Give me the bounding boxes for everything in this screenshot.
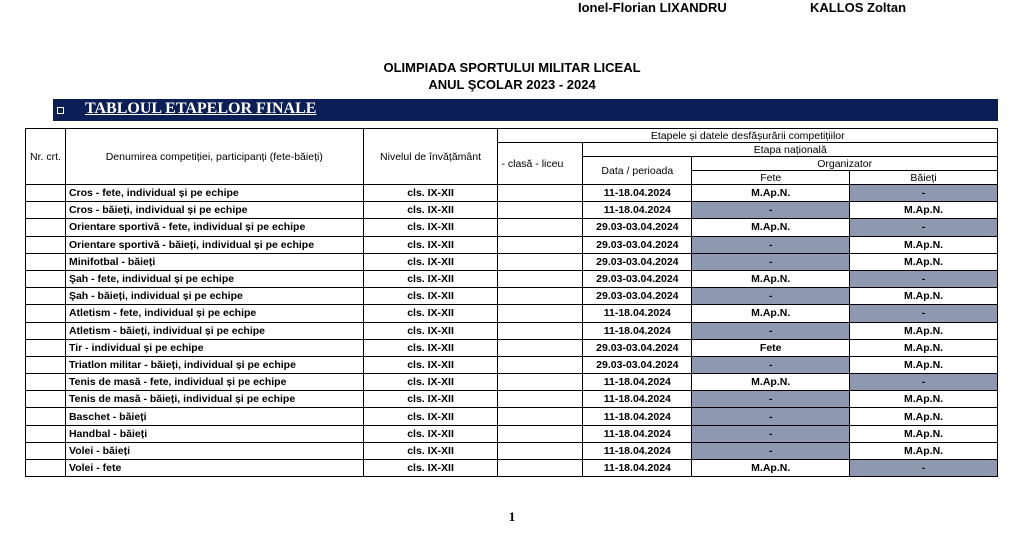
signature-name-1: Ionel-Florian LIXANDRU xyxy=(578,0,727,15)
header-clasa: - clasă - liceu xyxy=(498,143,583,185)
date: 11-18.04.2024 xyxy=(583,460,692,477)
nr xyxy=(26,425,66,442)
organizer-fete: - xyxy=(692,408,850,425)
level: cls. IX-XII xyxy=(363,305,498,322)
organizer-baieti: - xyxy=(850,305,998,322)
competition-name: Tenis de masă - fete, individual și pe echipe xyxy=(65,374,363,391)
table-row xyxy=(26,185,998,202)
date: 11-18.04.2024 xyxy=(583,322,692,339)
organizer-fete: - xyxy=(692,356,850,373)
organizer-fete: - xyxy=(692,288,850,305)
clasa xyxy=(498,460,583,477)
nr xyxy=(26,322,66,339)
competition-name: Cros - fete, individual și pe echipe xyxy=(65,185,363,202)
level: cls. IX-XII xyxy=(363,185,498,202)
clasa xyxy=(498,202,583,219)
clasa xyxy=(498,391,583,408)
organizer-fete: - xyxy=(692,236,850,253)
organizer-baieti: - xyxy=(850,219,998,236)
competition-name: Volei - fete xyxy=(65,460,363,477)
date: 29.03-03.04.2024 xyxy=(583,288,692,305)
level: cls. IX-XII xyxy=(363,442,498,459)
clasa xyxy=(498,339,583,356)
nr xyxy=(26,253,66,270)
header-baieti: Băieți xyxy=(850,171,998,185)
organizer-baieti: M.Ap.N. xyxy=(850,339,998,356)
level: cls. IX-XII xyxy=(363,460,498,477)
nr xyxy=(26,339,66,356)
organizer-fete: M.Ap.N. xyxy=(692,185,850,202)
organizer-baieti: - xyxy=(850,185,998,202)
level: cls. IX-XII xyxy=(363,374,498,391)
header-nr: Nr. crt. xyxy=(26,129,66,185)
date: 29.03-03.04.2024 xyxy=(583,270,692,287)
clasa xyxy=(498,219,583,236)
competition-name: Tenis de masă - băieți, individual și pe echipe xyxy=(65,391,363,408)
date: 11-18.04.2024 xyxy=(583,408,692,425)
competition-name: Handbal - băieți xyxy=(65,425,363,442)
organizer-fete: M.Ap.N. xyxy=(692,305,850,322)
competition-name: Volei - băieți xyxy=(65,442,363,459)
nr xyxy=(26,185,66,202)
table-row xyxy=(26,339,998,356)
level: cls. IX-XII xyxy=(363,270,498,287)
table-row xyxy=(26,236,998,253)
organizer-baieti: M.Ap.N. xyxy=(850,202,998,219)
clasa xyxy=(498,185,583,202)
competition-name: Triatlon militar - băieți, individual și pe echipe xyxy=(65,356,363,373)
level: cls. IX-XII xyxy=(363,253,498,270)
date: 11-18.04.2024 xyxy=(583,374,692,391)
clasa xyxy=(498,288,583,305)
organizer-fete: - xyxy=(692,253,850,270)
table-row xyxy=(26,253,998,270)
table-row xyxy=(26,288,998,305)
date: 11-18.04.2024 xyxy=(583,442,692,459)
level: cls. IX-XII xyxy=(363,391,498,408)
clasa xyxy=(498,270,583,287)
table-row xyxy=(26,391,998,408)
organizer-fete: - xyxy=(692,202,850,219)
organizer-fete: - xyxy=(692,322,850,339)
clasa xyxy=(498,442,583,459)
nr xyxy=(26,236,66,253)
date: 11-18.04.2024 xyxy=(583,391,692,408)
organizer-baieti: M.Ap.N. xyxy=(850,253,998,270)
header-denumire: Denumirea competiției, participanți (fete-băieți) xyxy=(65,129,363,185)
bullet-icon xyxy=(57,107,64,114)
document-subtitle: ANUL ŞCOLAR 2023 - 2024 xyxy=(428,77,596,92)
nr xyxy=(26,219,66,236)
clasa xyxy=(498,374,583,391)
organizer-fete: M.Ap.N. xyxy=(692,219,850,236)
header-etape: Etapele și datele desfășurării competițiilor xyxy=(498,129,998,143)
competition-name: Baschet - băieți xyxy=(65,408,363,425)
date: 11-18.04.2024 xyxy=(583,202,692,219)
table-row xyxy=(26,408,998,425)
nr xyxy=(26,460,66,477)
organizer-baieti: - xyxy=(850,460,998,477)
table-row xyxy=(26,374,998,391)
competition-name: Atletism - băieți, individual și pe echipe xyxy=(65,322,363,339)
page-number: 1 xyxy=(508,509,516,524)
level: cls. IX-XII xyxy=(363,236,498,253)
date: 29.03-03.04.2024 xyxy=(583,253,692,270)
table-row xyxy=(26,322,998,339)
organizer-fete: M.Ap.N. xyxy=(692,460,850,477)
nr xyxy=(26,356,66,373)
table-row xyxy=(26,270,998,287)
date: 29.03-03.04.2024 xyxy=(583,356,692,373)
level: cls. IX-XII xyxy=(363,339,498,356)
organizer-fete: M.Ap.N. xyxy=(692,270,850,287)
organizer-fete: - xyxy=(692,425,850,442)
nr xyxy=(26,270,66,287)
nr xyxy=(26,408,66,425)
competitions-table xyxy=(25,128,998,477)
level: cls. IX-XII xyxy=(363,408,498,425)
competition-name: Minifotbal - băieți xyxy=(65,253,363,270)
competition-name: Orientare sportivă - băieți, individual și pe echipe xyxy=(65,236,363,253)
header-data: Data / perioada xyxy=(583,157,692,185)
competition-name: Şah - fete, individual și pe echipe xyxy=(65,270,363,287)
date: 11-18.04.2024 xyxy=(583,425,692,442)
document-title: OLIMPIADA SPORTULUI MILITAR LICEAL xyxy=(383,60,641,75)
clasa xyxy=(498,356,583,373)
signature-name-2: KALLOS Zoltan xyxy=(810,0,907,15)
organizer-baieti: M.Ap.N. xyxy=(850,236,998,253)
nr xyxy=(26,202,66,219)
table-row xyxy=(26,356,998,373)
competition-name: Cros - băieți, individual și pe echipe xyxy=(65,202,363,219)
nr xyxy=(26,442,66,459)
header-organizator: Organizator xyxy=(692,157,998,171)
organizer-baieti: M.Ap.N. xyxy=(850,288,998,305)
level: cls. IX-XII xyxy=(363,356,498,373)
organizer-baieti: - xyxy=(850,270,998,287)
header-fete: Fete xyxy=(692,171,850,185)
nr xyxy=(26,391,66,408)
clasa xyxy=(498,408,583,425)
organizer-fete: - xyxy=(692,391,850,408)
organizer-baieti: - xyxy=(850,374,998,391)
clasa xyxy=(498,305,583,322)
section-header xyxy=(53,99,998,121)
level: cls. IX-XII xyxy=(363,322,498,339)
header-etapa-nationala: Etapa națională xyxy=(583,143,998,157)
clasa xyxy=(498,236,583,253)
table-row xyxy=(26,202,998,219)
table-row xyxy=(26,460,998,477)
level: cls. IX-XII xyxy=(363,288,498,305)
nr xyxy=(26,288,66,305)
nr xyxy=(26,305,66,322)
organizer-fete: M.Ap.N. xyxy=(692,374,850,391)
organizer-fete: - xyxy=(692,442,850,459)
table-row xyxy=(26,442,998,459)
organizer-baieti: M.Ap.N. xyxy=(850,322,998,339)
level: cls. IX-XII xyxy=(363,425,498,442)
nr xyxy=(26,374,66,391)
table-row xyxy=(26,219,998,236)
level: cls. IX-XII xyxy=(363,219,498,236)
competition-name: Atletism - fete, individual și pe echipe xyxy=(65,305,363,322)
date: 11-18.04.2024 xyxy=(583,305,692,322)
competition-name: Orientare sportivă - fete, individual și pe echipe xyxy=(65,219,363,236)
organizer-baieti: M.Ap.N. xyxy=(850,442,998,459)
organizer-baieti: M.Ap.N. xyxy=(850,356,998,373)
date: 29.03-03.04.2024 xyxy=(583,339,692,356)
table-row xyxy=(26,425,998,442)
clasa xyxy=(498,253,583,270)
organizer-baieti: M.Ap.N. xyxy=(850,391,998,408)
date: 29.03-03.04.2024 xyxy=(583,236,692,253)
date: 11-18.04.2024 xyxy=(583,185,692,202)
organizer-fete: Fete xyxy=(692,339,850,356)
header-nivel: Nivelul de învățământ xyxy=(363,129,498,185)
date: 29.03-03.04.2024 xyxy=(583,219,692,236)
clasa xyxy=(498,322,583,339)
level: cls. IX-XII xyxy=(363,202,498,219)
organizer-baieti: M.Ap.N. xyxy=(850,425,998,442)
table-row xyxy=(26,305,998,322)
clasa xyxy=(498,425,583,442)
competition-name: Tir - individual și pe echipe xyxy=(65,339,363,356)
organizer-baieti: M.Ap.N. xyxy=(850,408,998,425)
competition-name: Şah - băieți, individual și pe echipe xyxy=(65,288,363,305)
section-title: TABLOUL ETAPELOR FINALE xyxy=(85,100,317,117)
